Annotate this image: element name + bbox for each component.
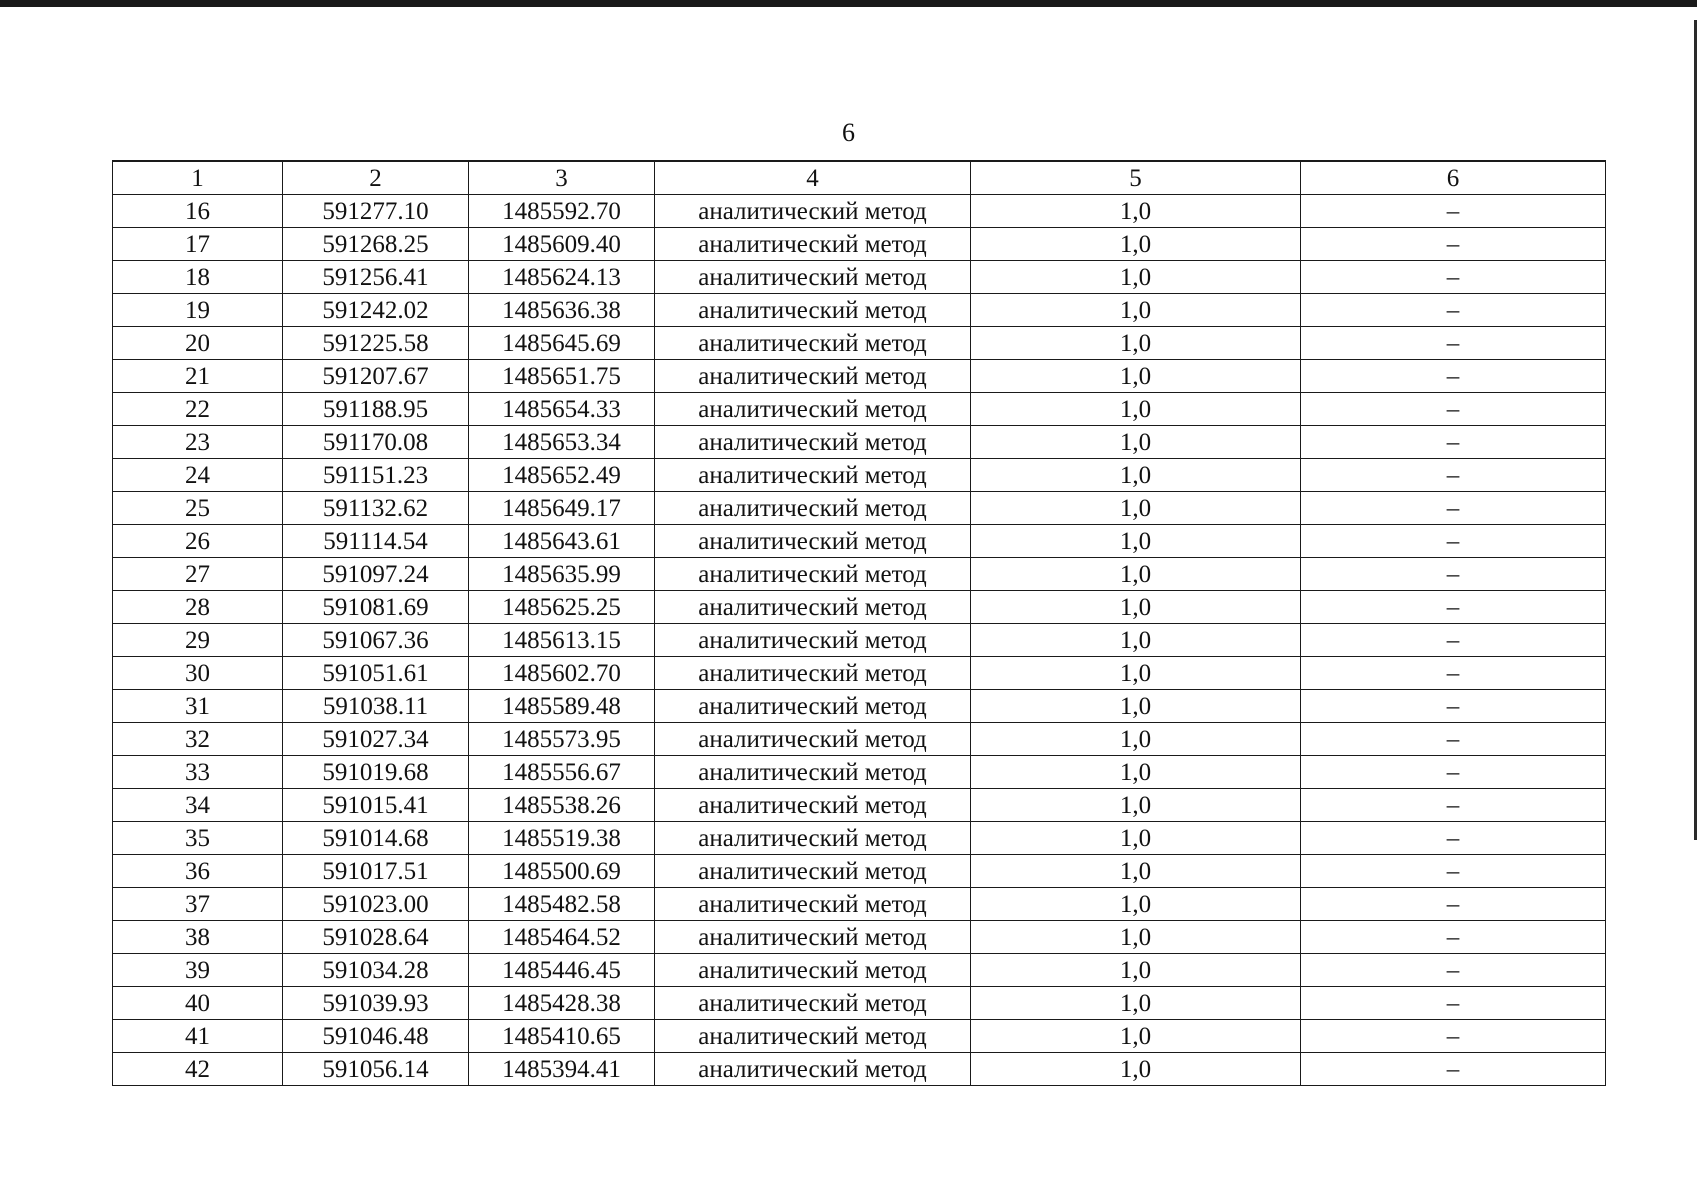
method-cell: аналитический метод bbox=[655, 657, 971, 690]
table-row bbox=[113, 888, 1606, 921]
x-coordinate-cell: 591046.48 bbox=[283, 1020, 469, 1053]
note-cell: – bbox=[1301, 1020, 1606, 1053]
method-cell: аналитический метод bbox=[655, 294, 971, 327]
method-cell: аналитический метод bbox=[655, 492, 971, 525]
table-row bbox=[113, 228, 1606, 261]
point-number-cell: 18 bbox=[113, 261, 283, 294]
y-coordinate-cell: 1485573.95 bbox=[469, 723, 655, 756]
x-coordinate-cell: 591017.51 bbox=[283, 855, 469, 888]
y-coordinate-cell: 1485592.70 bbox=[469, 195, 655, 228]
note-cell: – bbox=[1301, 558, 1606, 591]
accuracy-cell: 1,0 bbox=[971, 789, 1301, 822]
y-coordinate-cell: 1485654.33 bbox=[469, 393, 655, 426]
table-row bbox=[113, 1053, 1606, 1086]
point-number-cell: 34 bbox=[113, 789, 283, 822]
x-coordinate-cell: 591268.25 bbox=[283, 228, 469, 261]
method-cell: аналитический метод bbox=[655, 1053, 971, 1086]
note-cell: – bbox=[1301, 855, 1606, 888]
accuracy-cell: 1,0 bbox=[971, 954, 1301, 987]
point-number-cell: 26 bbox=[113, 525, 283, 558]
x-coordinate-cell: 591207.67 bbox=[283, 360, 469, 393]
y-coordinate-cell: 1485556.67 bbox=[469, 756, 655, 789]
method-cell: аналитический метод bbox=[655, 261, 971, 294]
table-row bbox=[113, 492, 1606, 525]
y-coordinate-cell: 1485410.65 bbox=[469, 1020, 655, 1053]
note-cell: – bbox=[1301, 195, 1606, 228]
y-coordinate-cell: 1485653.34 bbox=[469, 426, 655, 459]
x-coordinate-cell: 591056.14 bbox=[283, 1053, 469, 1086]
accuracy-cell: 1,0 bbox=[971, 723, 1301, 756]
accuracy-cell: 1,0 bbox=[971, 261, 1301, 294]
y-coordinate-cell: 1485538.26 bbox=[469, 789, 655, 822]
y-coordinate-cell: 1485636.38 bbox=[469, 294, 655, 327]
note-cell: – bbox=[1301, 459, 1606, 492]
method-cell: аналитический метод bbox=[655, 624, 971, 657]
method-cell: аналитический метод bbox=[655, 459, 971, 492]
accuracy-cell: 1,0 bbox=[971, 459, 1301, 492]
point-number-cell: 30 bbox=[113, 657, 283, 690]
point-number-cell: 16 bbox=[113, 195, 283, 228]
table-row bbox=[113, 624, 1606, 657]
note-cell: – bbox=[1301, 360, 1606, 393]
y-coordinate-cell: 1485651.75 bbox=[469, 360, 655, 393]
note-cell: – bbox=[1301, 492, 1606, 525]
accuracy-cell: 1,0 bbox=[971, 591, 1301, 624]
x-coordinate-cell: 591114.54 bbox=[283, 525, 469, 558]
x-coordinate-cell: 591225.58 bbox=[283, 327, 469, 360]
table-row bbox=[113, 789, 1606, 822]
point-number-cell: 28 bbox=[113, 591, 283, 624]
point-number-cell: 29 bbox=[113, 624, 283, 657]
table-row bbox=[113, 393, 1606, 426]
point-number-cell: 40 bbox=[113, 987, 283, 1020]
method-cell: аналитический метод bbox=[655, 195, 971, 228]
accuracy-cell: 1,0 bbox=[971, 657, 1301, 690]
method-cell: аналитический метод bbox=[655, 723, 971, 756]
x-coordinate-cell: 591015.41 bbox=[283, 789, 469, 822]
point-number-cell: 36 bbox=[113, 855, 283, 888]
note-cell: – bbox=[1301, 756, 1606, 789]
y-coordinate-cell: 1485613.15 bbox=[469, 624, 655, 657]
x-coordinate-cell: 591028.64 bbox=[283, 921, 469, 954]
table-row bbox=[113, 690, 1606, 723]
y-coordinate-cell: 1485625.25 bbox=[469, 591, 655, 624]
method-cell: аналитический метод bbox=[655, 228, 971, 261]
x-coordinate-cell: 591242.02 bbox=[283, 294, 469, 327]
table-row bbox=[113, 360, 1606, 393]
note-cell: – bbox=[1301, 228, 1606, 261]
method-cell: аналитический метод bbox=[655, 756, 971, 789]
x-coordinate-cell: 591027.34 bbox=[283, 723, 469, 756]
x-coordinate-cell: 591019.68 bbox=[283, 756, 469, 789]
accuracy-cell: 1,0 bbox=[971, 1053, 1301, 1086]
x-coordinate-cell: 591081.69 bbox=[283, 591, 469, 624]
table-row bbox=[113, 921, 1606, 954]
y-coordinate-cell: 1485394.41 bbox=[469, 1053, 655, 1086]
x-coordinate-cell: 591014.68 bbox=[283, 822, 469, 855]
table-row bbox=[113, 294, 1606, 327]
note-cell: – bbox=[1301, 789, 1606, 822]
note-cell: – bbox=[1301, 888, 1606, 921]
method-cell: аналитический метод bbox=[655, 855, 971, 888]
point-number-cell: 23 bbox=[113, 426, 283, 459]
header-cell-6: 6 bbox=[1301, 161, 1606, 195]
y-coordinate-cell: 1485649.17 bbox=[469, 492, 655, 525]
table-row bbox=[113, 723, 1606, 756]
accuracy-cell: 1,0 bbox=[971, 855, 1301, 888]
accuracy-cell: 1,0 bbox=[971, 558, 1301, 591]
x-coordinate-cell: 591188.95 bbox=[283, 393, 469, 426]
note-cell: – bbox=[1301, 1053, 1606, 1086]
y-coordinate-cell: 1485482.58 bbox=[469, 888, 655, 921]
method-cell: аналитический метод bbox=[655, 954, 971, 987]
note-cell: – bbox=[1301, 261, 1606, 294]
accuracy-cell: 1,0 bbox=[971, 228, 1301, 261]
method-cell: аналитический метод bbox=[655, 690, 971, 723]
point-number-cell: 21 bbox=[113, 360, 283, 393]
scan-top-edge bbox=[0, 0, 1697, 7]
point-number-cell: 19 bbox=[113, 294, 283, 327]
accuracy-cell: 1,0 bbox=[971, 426, 1301, 459]
table-row bbox=[113, 1020, 1606, 1053]
note-cell: – bbox=[1301, 624, 1606, 657]
method-cell: аналитический метод bbox=[655, 525, 971, 558]
table-row bbox=[113, 426, 1606, 459]
method-cell: аналитический метод bbox=[655, 360, 971, 393]
note-cell: – bbox=[1301, 987, 1606, 1020]
note-cell: – bbox=[1301, 822, 1606, 855]
point-number-cell: 41 bbox=[113, 1020, 283, 1053]
accuracy-cell: 1,0 bbox=[971, 195, 1301, 228]
header-cell-3: 3 bbox=[469, 161, 655, 195]
x-coordinate-cell: 591051.61 bbox=[283, 657, 469, 690]
point-number-cell: 39 bbox=[113, 954, 283, 987]
method-cell: аналитический метод bbox=[655, 393, 971, 426]
table-row bbox=[113, 756, 1606, 789]
point-number-cell: 33 bbox=[113, 756, 283, 789]
header-cell-1: 1 bbox=[113, 161, 283, 195]
accuracy-cell: 1,0 bbox=[971, 987, 1301, 1020]
accuracy-cell: 1,0 bbox=[971, 1020, 1301, 1053]
point-number-cell: 24 bbox=[113, 459, 283, 492]
header-cell-5: 5 bbox=[971, 161, 1301, 195]
method-cell: аналитический метод bbox=[655, 921, 971, 954]
note-cell: – bbox=[1301, 690, 1606, 723]
table-header-row bbox=[113, 161, 1606, 195]
note-cell: – bbox=[1301, 525, 1606, 558]
accuracy-cell: 1,0 bbox=[971, 822, 1301, 855]
coordinates-table bbox=[112, 160, 1606, 1086]
table-row bbox=[113, 987, 1606, 1020]
point-number-cell: 25 bbox=[113, 492, 283, 525]
method-cell: аналитический метод bbox=[655, 1020, 971, 1053]
accuracy-cell: 1,0 bbox=[971, 360, 1301, 393]
table-row bbox=[113, 327, 1606, 360]
y-coordinate-cell: 1485428.38 bbox=[469, 987, 655, 1020]
method-cell: аналитический метод bbox=[655, 558, 971, 591]
point-number-cell: 37 bbox=[113, 888, 283, 921]
point-number-cell: 27 bbox=[113, 558, 283, 591]
x-coordinate-cell: 591034.28 bbox=[283, 954, 469, 987]
y-coordinate-cell: 1485446.45 bbox=[469, 954, 655, 987]
point-number-cell: 17 bbox=[113, 228, 283, 261]
table-row bbox=[113, 261, 1606, 294]
y-coordinate-cell: 1485519.38 bbox=[469, 822, 655, 855]
y-coordinate-cell: 1485635.99 bbox=[469, 558, 655, 591]
table-row bbox=[113, 822, 1606, 855]
y-coordinate-cell: 1485645.69 bbox=[469, 327, 655, 360]
table-row bbox=[113, 558, 1606, 591]
method-cell: аналитический метод bbox=[655, 591, 971, 624]
accuracy-cell: 1,0 bbox=[971, 921, 1301, 954]
table-row bbox=[113, 855, 1606, 888]
x-coordinate-cell: 591038.11 bbox=[283, 690, 469, 723]
point-number-cell: 42 bbox=[113, 1053, 283, 1086]
x-coordinate-cell: 591277.10 bbox=[283, 195, 469, 228]
y-coordinate-cell: 1485464.52 bbox=[469, 921, 655, 954]
table-row bbox=[113, 195, 1606, 228]
table-row bbox=[113, 657, 1606, 690]
x-coordinate-cell: 591023.00 bbox=[283, 888, 469, 921]
table-row bbox=[113, 954, 1606, 987]
method-cell: аналитический метод bbox=[655, 888, 971, 921]
x-coordinate-cell: 591097.24 bbox=[283, 558, 469, 591]
accuracy-cell: 1,0 bbox=[971, 294, 1301, 327]
note-cell: – bbox=[1301, 954, 1606, 987]
x-coordinate-cell: 591151.23 bbox=[283, 459, 469, 492]
note-cell: – bbox=[1301, 921, 1606, 954]
y-coordinate-cell: 1485500.69 bbox=[469, 855, 655, 888]
y-coordinate-cell: 1485652.49 bbox=[469, 459, 655, 492]
accuracy-cell: 1,0 bbox=[971, 525, 1301, 558]
header-cell-4: 4 bbox=[655, 161, 971, 195]
method-cell: аналитический метод bbox=[655, 987, 971, 1020]
x-coordinate-cell: 591132.62 bbox=[283, 492, 469, 525]
note-cell: – bbox=[1301, 393, 1606, 426]
table-row bbox=[113, 591, 1606, 624]
accuracy-cell: 1,0 bbox=[971, 888, 1301, 921]
table-body bbox=[113, 195, 1606, 1086]
y-coordinate-cell: 1485643.61 bbox=[469, 525, 655, 558]
x-coordinate-cell: 591067.36 bbox=[283, 624, 469, 657]
note-cell: – bbox=[1301, 723, 1606, 756]
note-cell: – bbox=[1301, 426, 1606, 459]
note-cell: – bbox=[1301, 591, 1606, 624]
y-coordinate-cell: 1485624.13 bbox=[469, 261, 655, 294]
table-row bbox=[113, 459, 1606, 492]
x-coordinate-cell: 591256.41 bbox=[283, 261, 469, 294]
point-number-cell: 32 bbox=[113, 723, 283, 756]
point-number-cell: 38 bbox=[113, 921, 283, 954]
table-row bbox=[113, 525, 1606, 558]
accuracy-cell: 1,0 bbox=[971, 624, 1301, 657]
point-number-cell: 31 bbox=[113, 690, 283, 723]
x-coordinate-cell: 591039.93 bbox=[283, 987, 469, 1020]
method-cell: аналитический метод bbox=[655, 822, 971, 855]
accuracy-cell: 1,0 bbox=[971, 327, 1301, 360]
method-cell: аналитический метод bbox=[655, 327, 971, 360]
method-cell: аналитический метод bbox=[655, 789, 971, 822]
header-cell-2: 2 bbox=[283, 161, 469, 195]
accuracy-cell: 1,0 bbox=[971, 492, 1301, 525]
y-coordinate-cell: 1485609.40 bbox=[469, 228, 655, 261]
accuracy-cell: 1,0 bbox=[971, 690, 1301, 723]
note-cell: – bbox=[1301, 294, 1606, 327]
point-number-cell: 22 bbox=[113, 393, 283, 426]
y-coordinate-cell: 1485602.70 bbox=[469, 657, 655, 690]
note-cell: – bbox=[1301, 657, 1606, 690]
page-number: 6 bbox=[842, 118, 855, 147]
note-cell: – bbox=[1301, 327, 1606, 360]
y-coordinate-cell: 1485589.48 bbox=[469, 690, 655, 723]
x-coordinate-cell: 591170.08 bbox=[283, 426, 469, 459]
accuracy-cell: 1,0 bbox=[971, 393, 1301, 426]
accuracy-cell: 1,0 bbox=[971, 756, 1301, 789]
point-number-cell: 35 bbox=[113, 822, 283, 855]
method-cell: аналитический метод bbox=[655, 426, 971, 459]
point-number-cell: 20 bbox=[113, 327, 283, 360]
